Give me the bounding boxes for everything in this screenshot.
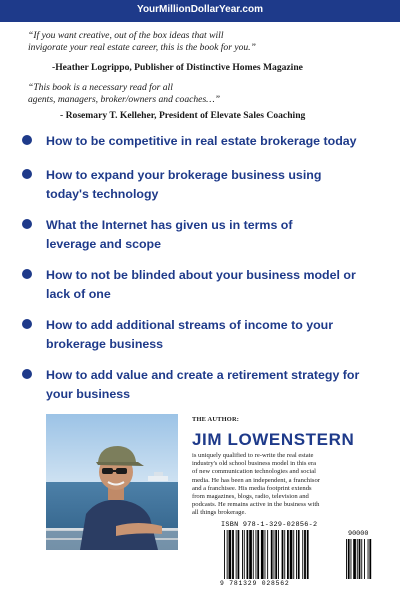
barcode-addon-bar xyxy=(346,539,347,579)
barcode-bar xyxy=(256,530,257,579)
author-bio-line: and a franchisee. His media footprint extends xyxy=(192,484,312,492)
testimonial-1-line-1: “If you want creative, out of the box ideas that will xyxy=(28,30,224,41)
author-bio-line: podcasts. He remains active in the business with xyxy=(192,501,320,509)
author-photo xyxy=(46,414,178,550)
testimonial-2-line-1: “This book is a necessary read for all xyxy=(28,82,173,93)
author-bio-line: industry's old school business model in this era xyxy=(192,460,317,468)
testimonial-2-line-2: agents, managers, broker/owners and coaches…” xyxy=(28,94,221,105)
barcode-addon-bar xyxy=(351,539,352,579)
barcode-bar xyxy=(227,530,228,579)
barcode-bar xyxy=(267,530,268,579)
barcode-addon-bar xyxy=(348,539,350,579)
barcode-addon-bar xyxy=(359,539,361,579)
benefit-line-2: your business xyxy=(46,387,131,401)
barcode-bar xyxy=(236,530,237,579)
barcode-bar xyxy=(242,530,243,579)
bullet-dot-icon xyxy=(22,269,32,279)
barcode-bar xyxy=(257,530,259,579)
benefit-line-2: today's technology xyxy=(46,187,159,201)
barcode-bar xyxy=(247,530,249,579)
barcode-bar xyxy=(302,530,303,579)
author-bio-line: from magazines, blogs, radio, television and xyxy=(192,493,309,501)
bullet-dot-icon xyxy=(22,369,32,379)
author-label: THE AUTHOR: xyxy=(192,416,240,423)
benefit-line-1: How to be competitive in real estate brokerage today xyxy=(46,134,357,148)
author-bio-line: of new communication technologies and social xyxy=(192,468,316,476)
benefit-line-2: brokerage business xyxy=(46,337,164,351)
benefit-line-1: How to expand your brokerage business using xyxy=(46,168,322,182)
testimonial-2-quote xyxy=(28,82,376,106)
isbn-label: ISBN 978-1-329-02856-2 xyxy=(221,521,318,529)
barcode-bar xyxy=(261,530,264,579)
bullet-dot-icon xyxy=(22,219,32,229)
barcode-addon-bar xyxy=(361,539,362,579)
bullet-dot-icon xyxy=(22,319,32,329)
barcode-bar xyxy=(224,530,225,579)
barcode-addon-bar xyxy=(357,539,358,579)
bullet-dot-icon xyxy=(22,169,32,179)
barcode-addon-bar xyxy=(369,539,371,579)
author-name: JIM LOWENSTERN xyxy=(192,430,355,449)
benefit-line-1: How to add value and create a retirement strategy for xyxy=(46,368,360,382)
benefit-line-2: lack of one xyxy=(46,287,111,301)
barcode-bar xyxy=(290,530,293,579)
bullet-dot-icon xyxy=(22,135,32,145)
website-url[interactable]: YourMillionDollarYear.com xyxy=(137,4,263,15)
benefit-line-2: leverage and scope xyxy=(46,237,162,251)
barcode-bar xyxy=(296,530,297,579)
author-bio xyxy=(192,452,376,518)
benefit-line-1: What the Internet has given us in terms of xyxy=(46,218,293,232)
barcode-addon-bar xyxy=(364,539,365,579)
price-code: 90000 xyxy=(348,530,369,538)
isbn-barcode xyxy=(218,520,390,590)
barcode-bar xyxy=(253,530,254,579)
testimonial-2-attribution: - Rosemary T. Kelleher, President of Elevate Sales Coaching xyxy=(60,110,306,121)
barcode-bar xyxy=(271,530,273,579)
barcode-bar xyxy=(274,530,275,579)
barcode-bar xyxy=(244,530,245,579)
testimonial-1-line-2: invigorate your real estate career, this is the book for you.” xyxy=(28,42,256,53)
testimonial-1-quote xyxy=(28,30,376,54)
benefit-line-1: How to add additional streams of income to your xyxy=(46,318,334,332)
barcode-bar xyxy=(238,530,240,579)
barcode-bar xyxy=(287,530,289,579)
author-bio-line: all things brokerage. xyxy=(192,509,247,517)
barcode-bar xyxy=(249,530,252,579)
barcode-bar xyxy=(278,530,279,579)
barcode-bar xyxy=(275,530,277,579)
barcode-bar xyxy=(293,530,294,579)
author-bio-line: media. He has been an independent, a franchisor xyxy=(192,476,320,484)
barcode-bar xyxy=(265,530,266,579)
barcode-bar xyxy=(282,530,284,579)
barcode-bar xyxy=(232,530,234,579)
benefit-line-1: How to not be blinded about your business model or xyxy=(46,268,356,282)
barcode-addon-bar xyxy=(353,539,356,579)
testimonial-1-attribution: -Heather Logrippo, Publisher of Distinctive Homes Magazine xyxy=(52,62,303,73)
author-photo-image xyxy=(46,414,178,550)
barcode-bar xyxy=(307,530,309,579)
barcode-bar xyxy=(284,530,285,579)
barcode-bar xyxy=(229,530,232,579)
barcode-bar xyxy=(298,530,300,579)
barcode-addon-bar xyxy=(368,539,369,579)
isbn-digits: 9 781329 028562 xyxy=(220,580,290,587)
author-bio-line: is uniquely qualified to re-write the real estate xyxy=(192,452,314,459)
barcode-bar xyxy=(304,530,306,579)
